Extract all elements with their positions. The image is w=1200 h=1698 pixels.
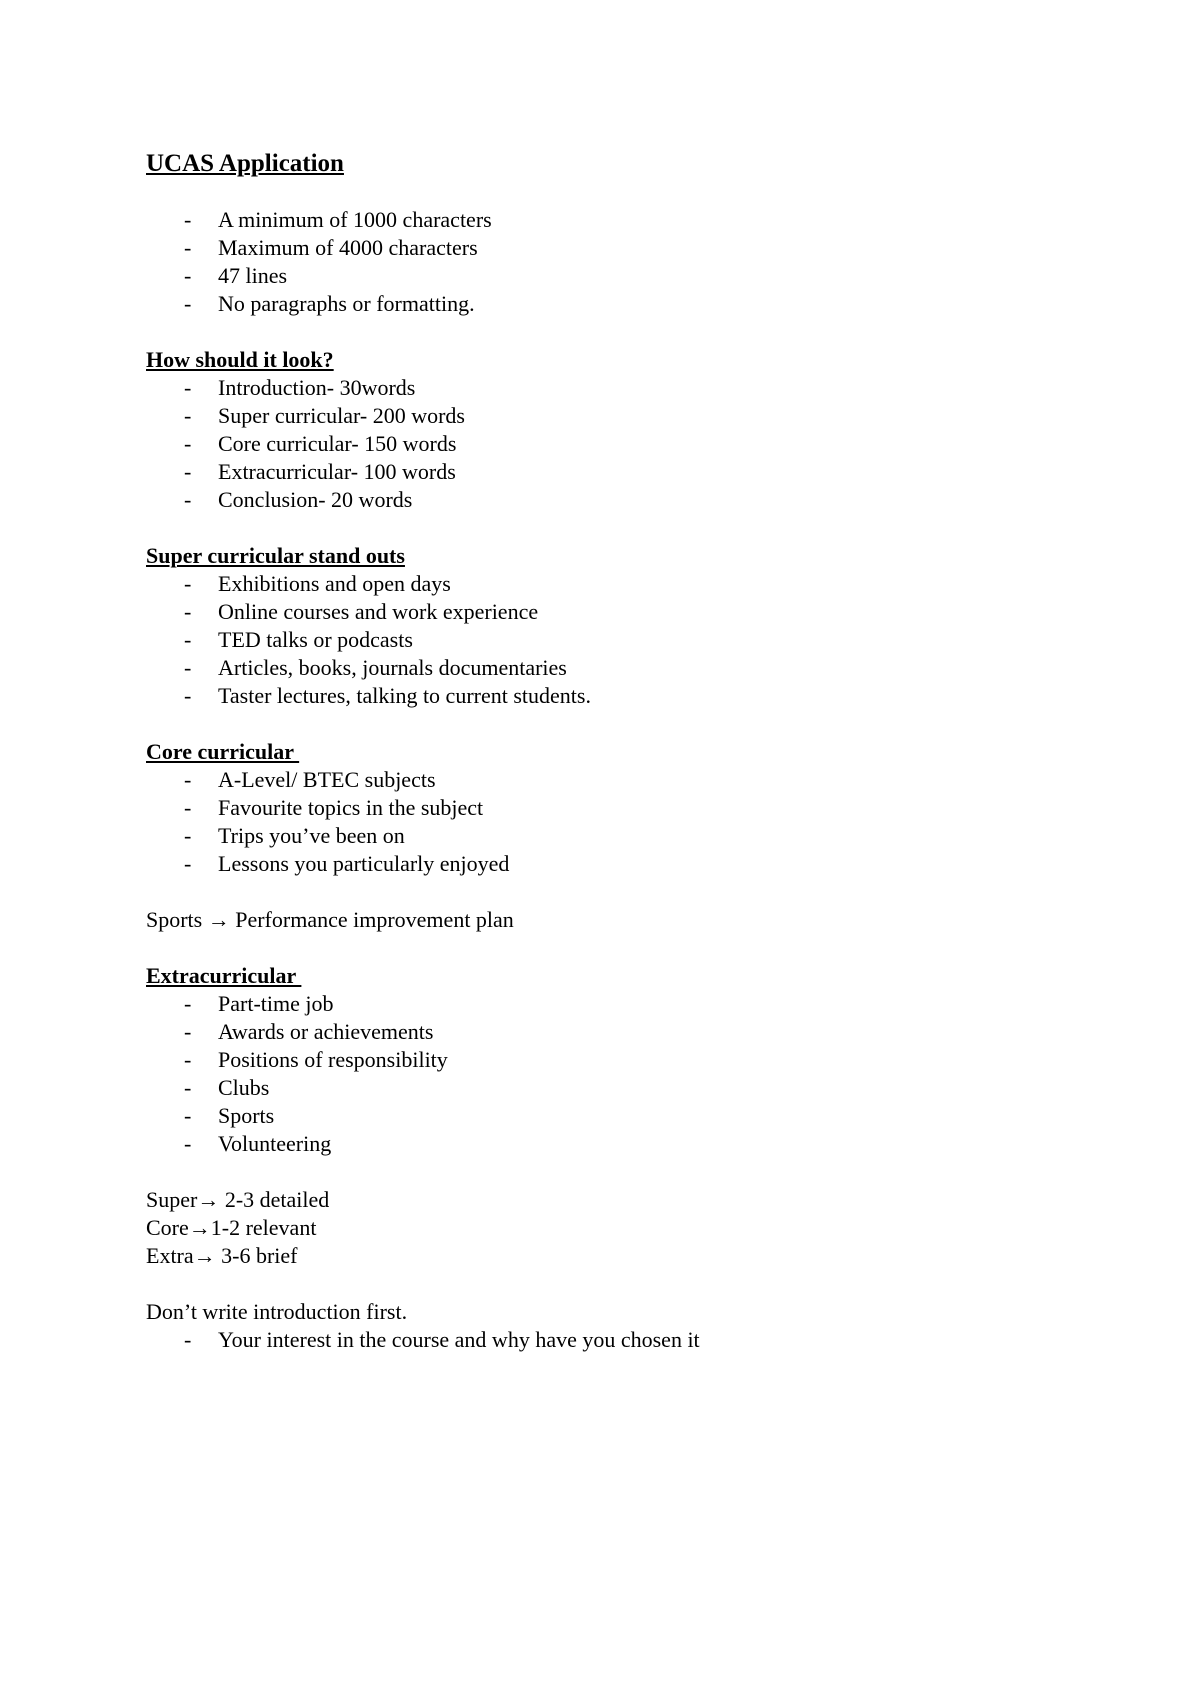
dash-bullet: - [184, 767, 192, 792]
dash-bullet: - [184, 1019, 192, 1044]
list-item: - Trips you’ve been on [184, 823, 405, 848]
requirements-list [146, 206, 492, 318]
list-item: - No paragraphs or formatting. [184, 291, 475, 316]
dash-bullet: - [184, 1047, 192, 1072]
list-item: - Positions of responsibility [184, 1047, 448, 1072]
ratios-block [146, 1186, 329, 1270]
ratio-line: Super→ 2-3 detailed [146, 1187, 330, 1212]
document-title: UCAS Application [146, 150, 344, 177]
list-item: - Favourite topics in the subject [184, 795, 484, 820]
list-item: - Sports [184, 1103, 275, 1128]
extracurricular-section [146, 962, 448, 1158]
dash-bullet: - [184, 683, 192, 708]
how-should-it-look-section [146, 346, 465, 514]
list-item: - Your interest in the course and why have you chosen it [184, 1327, 700, 1352]
dash-bullet: - [184, 291, 192, 316]
dash-bullet: - [184, 1131, 192, 1156]
sports-note [146, 906, 514, 934]
section-heading: Core curricular [146, 739, 300, 764]
dash-bullet: - [184, 851, 192, 876]
list-item: - Clubs [184, 1075, 270, 1100]
list-item: - Awards or achievements [184, 1019, 434, 1044]
list-item: - 47 lines [184, 263, 288, 288]
dash-bullet: - [184, 1075, 192, 1100]
list-item: - A minimum of 1000 characters [184, 207, 492, 232]
list-item: - Lessons you particularly enjoyed [184, 851, 510, 876]
dash-bullet: - [184, 823, 192, 848]
super-curricular-list [146, 570, 591, 710]
dash-bullet: - [184, 1103, 192, 1128]
dash-bullet: - [184, 991, 192, 1016]
list-item: - Core curricular- 150 words [184, 431, 457, 456]
core-curricular-section [146, 738, 509, 878]
dash-bullet: - [184, 431, 192, 456]
sports-line: Sports → Performance improvement plan [146, 907, 514, 932]
section-heading: How should it look? [146, 347, 334, 372]
list-item: - Conclusion- 20 words [184, 487, 413, 512]
dash-bullet: - [184, 375, 192, 400]
list-item: - Articles, books, journals documentaries [184, 655, 567, 680]
list-item: - Volunteering [184, 1131, 332, 1156]
list-item: - Super curricular- 200 words [184, 403, 465, 428]
dash-bullet: - [184, 1327, 192, 1352]
dash-bullet: - [184, 599, 192, 624]
dash-bullet: - [184, 207, 192, 232]
dash-bullet: - [184, 403, 192, 428]
word-count-list [146, 374, 465, 514]
super-curricular-section [146, 542, 591, 710]
dash-bullet: - [184, 655, 192, 680]
list-item: - Introduction- 30words [184, 375, 416, 400]
section-heading: Super curricular stand outs [146, 543, 405, 568]
dash-bullet: - [184, 795, 192, 820]
list-item: - Part-time job [184, 991, 334, 1016]
section-heading: Extracurricular [146, 963, 302, 988]
core-curricular-list [146, 766, 509, 878]
list-item: - Extracurricular- 100 words [184, 459, 456, 484]
list-item: - Maximum of 4000 characters [184, 235, 478, 260]
introduction-list [146, 1326, 700, 1354]
dash-bullet: - [184, 235, 192, 260]
ratio-line: Extra→ 3-6 brief [146, 1243, 298, 1268]
introduction-note-block [146, 1298, 700, 1354]
dash-bullet: - [184, 627, 192, 652]
dash-bullet: - [184, 263, 192, 288]
dash-bullet: - [184, 459, 192, 484]
list-item: - A-Level/ BTEC subjects [184, 767, 436, 792]
list-item: - Taster lectures, talking to current students. [184, 683, 591, 708]
dash-bullet: - [184, 487, 192, 512]
extracurricular-list [146, 990, 448, 1158]
ratio-line: Core→1-2 relevant [146, 1215, 317, 1240]
introduction-note: Don’t write introduction first. [146, 1299, 408, 1324]
dash-bullet: - [184, 571, 192, 596]
list-item: - Online courses and work experience [184, 599, 539, 624]
list-item: - Exhibitions and open days [184, 571, 451, 596]
requirements-block [146, 206, 492, 318]
list-item: - TED talks or podcasts [184, 627, 413, 652]
